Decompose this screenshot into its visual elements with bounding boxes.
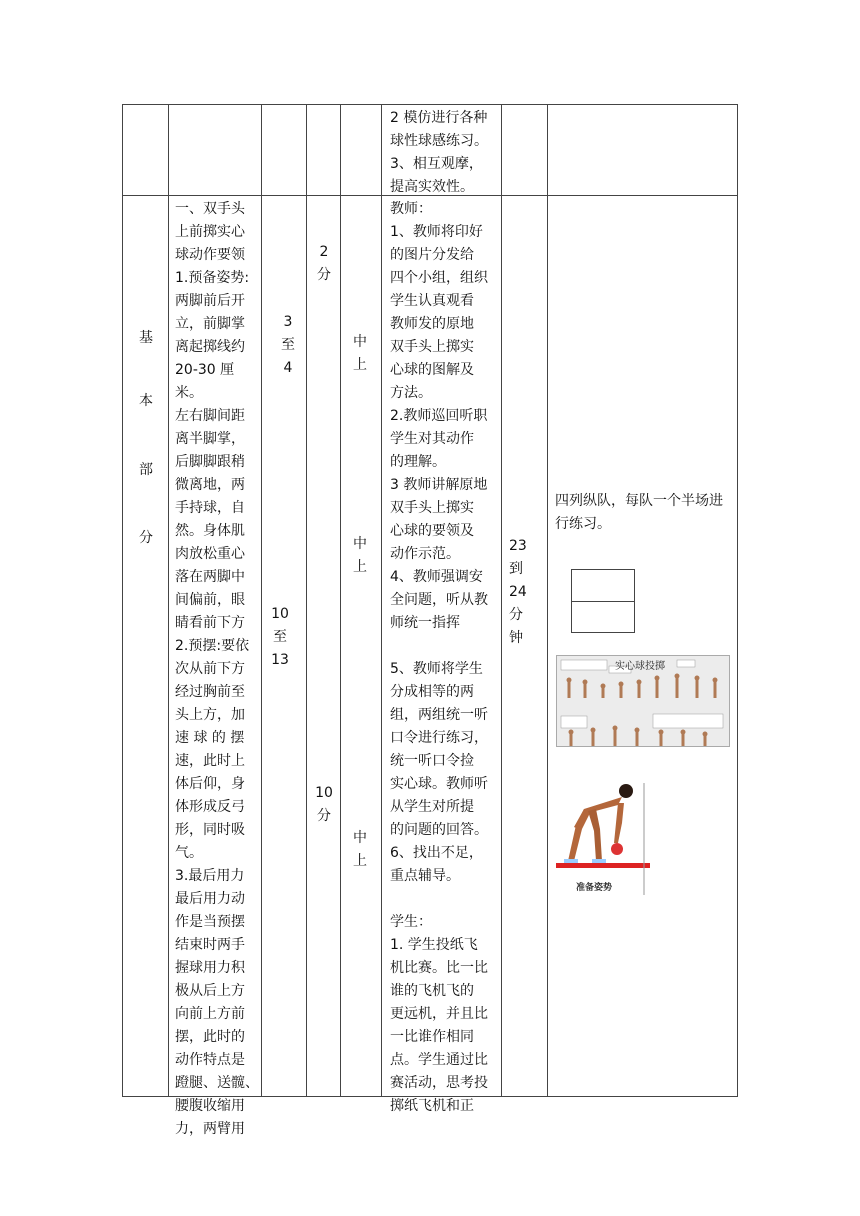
ready-position-figure — [556, 783, 650, 895]
shot-put-sequence-figure — [556, 655, 730, 747]
duration-value: 23 到 24 分 钟 — [509, 538, 527, 646]
section-char: 分 — [139, 530, 153, 546]
intensity-value: 中 上 — [353, 536, 367, 575]
court-diagram — [571, 569, 635, 633]
reps-value-1: 3 至 4 — [281, 314, 295, 376]
reps-value-2: 10 至 13 — [271, 606, 289, 668]
section-label-basic — [133, 459, 159, 479]
time-value-2: 10 分 — [315, 785, 333, 824]
row1-method-text: 2 模仿进行各种 球性球感练习。 3、相互观摩， 提高实效性。 — [390, 110, 488, 195]
organization-text: 四列纵队，每队一个半场进 行练习。 — [555, 493, 723, 532]
section-char: 部 — [139, 462, 153, 478]
lesson-plan-table — [122, 104, 738, 1137]
figure-caption: 准备姿势 — [576, 883, 613, 893]
figure-title: 实心球投掷 — [615, 661, 665, 672]
intensity-value: 中 上 — [353, 830, 367, 869]
intensity-value: 中 上 — [353, 334, 367, 373]
teaching-method: 教师： 1、教师将印好 的图片分发给 四个小组，组织 学生认真观看 教师发的原地 双手头上掷实 心球的图解及 方法。 2.教师巡回听职 学生对其动作 的理解。 3 教师讲解原地 双手头上掷实 心球的要领及 动作示范。 4、教师强调安 全问题，听从教 师统一指挥 5、教师将学生 分成相等的两 组，两组统一听 口令进行练习， 统一听口令捡 实心球。教师听 从学生对所提 的问题的回答。 6、找出不足， 重点辅导。 学生： 1. 学生投纸飞 机比赛。比一比 谁的飞机飞的 更远机，并且比 一比谁作相同 点。学生通过比 赛活动，思考投 掷纸飞机和正 — [390, 201, 488, 1114]
section-label-basic — [133, 390, 159, 410]
time-value-1: 2 分 — [317, 244, 331, 283]
section-char: 本 — [139, 393, 153, 409]
teaching-content: 一、双手头 上前掷实心 球动作要领 1.预备姿势: 两脚前后开 立，前脚掌 离起掷线约 20-30 厘米。 左右脚间距 离半脚掌， 后脚脚跟稍 微离地，两 手持球，自 然。身体肌 肉放松重心 落在两脚中 间偏前，眼 睛看前下方 2.预摆:要依 次从前下方 经过胸前至 头上方，加 速 球 的 摆 速，此时上 体后仰，身 体形成反弓 形，同时吸 气。 3.最后用力 最后用力动 作是当预摆 结束时两手 握球用力积 极从后上方 向前上方前 摆，此时的 动作特点是 蹬腿、送髋、 腰腹收缩用 力，两臂用 — [175, 201, 259, 1137]
section-label-basic — [133, 527, 159, 547]
section-label-basic — [133, 327, 159, 347]
athlete-ready-icon — [556, 783, 650, 895]
section-char: 基 — [139, 330, 153, 346]
